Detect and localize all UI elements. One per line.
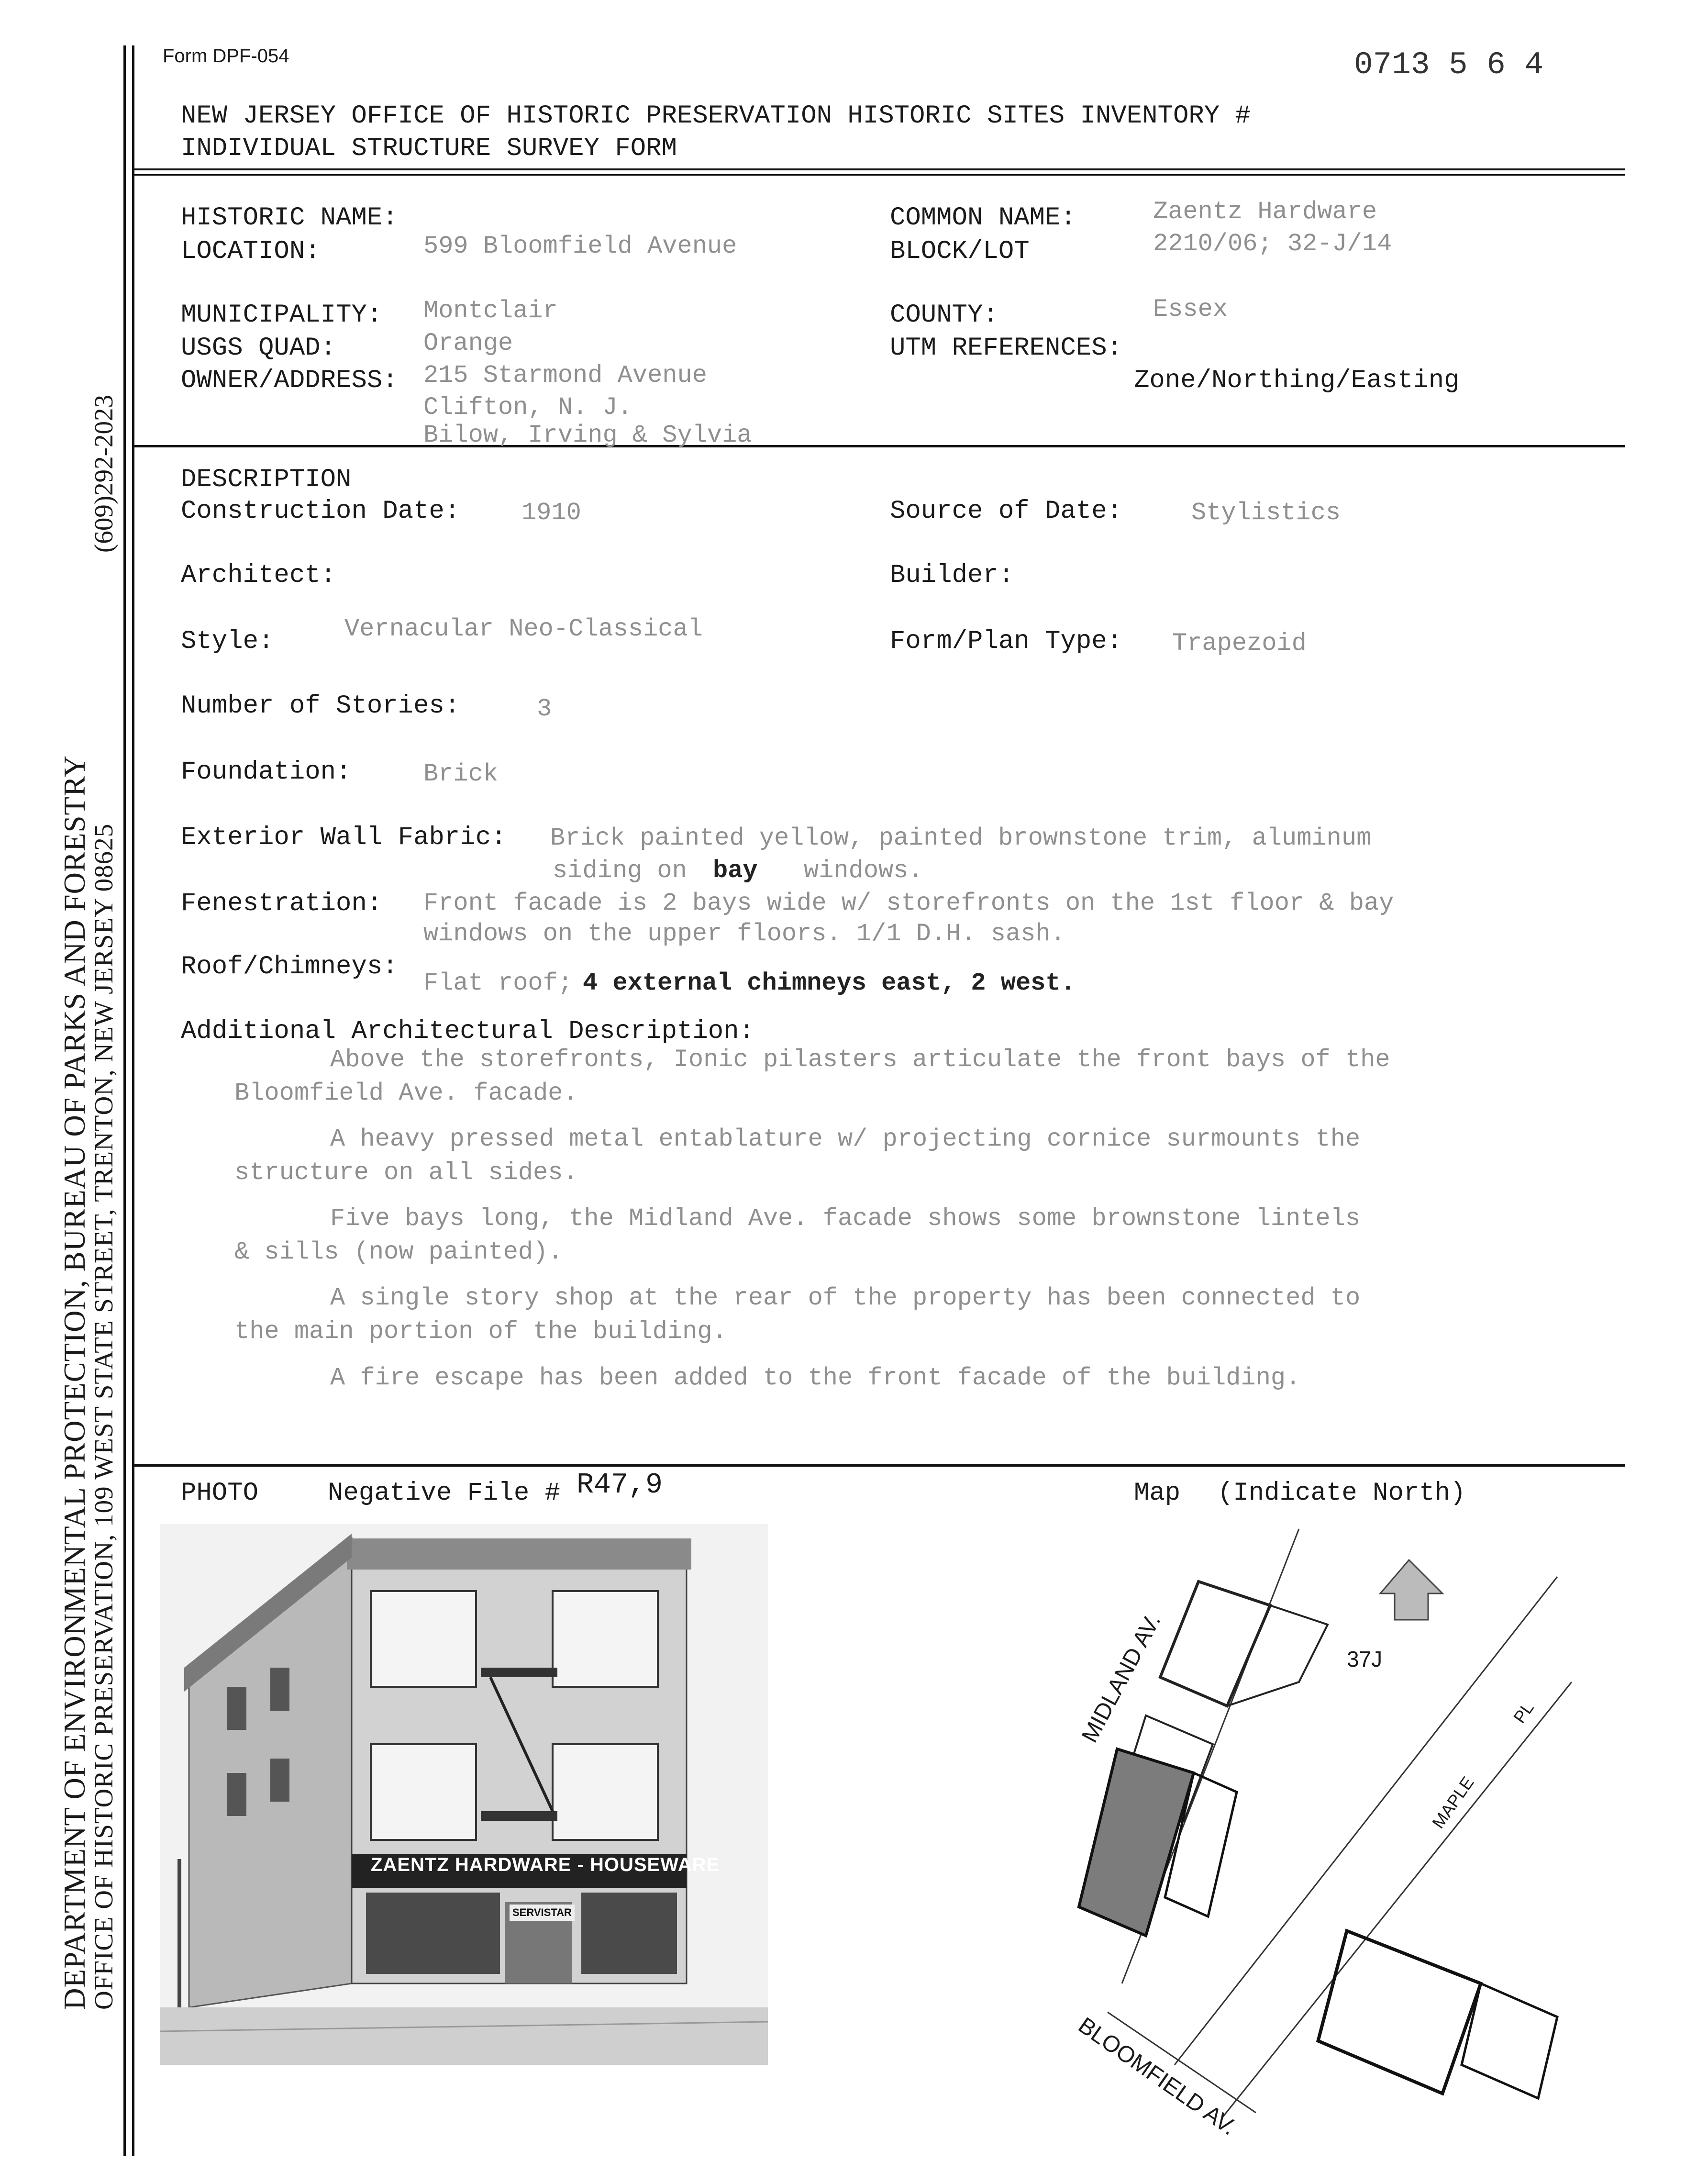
source-of-date-value: Stylistics <box>1191 499 1341 527</box>
negative-file-number: R47,9 <box>577 1469 663 1502</box>
negative-file-label: Negative File # <box>328 1479 561 1508</box>
roof-value-a: Flat roof; <box>423 969 573 997</box>
roof-chimneys-label: Roof/Chimneys: <box>181 952 398 981</box>
form-subtitle: INDIVIDUAL STRUCTURE SURVEY FORM <box>181 134 677 163</box>
county-label: COUNTY: <box>890 301 998 330</box>
site-map <box>1050 1524 1572 2140</box>
form-title: NEW JERSEY OFFICE OF HISTORIC PRESERVATION HISTORIC SITES INVENTORY # <box>181 101 1251 131</box>
map-street-maple: MAPLE <box>1428 1773 1478 1832</box>
usgs-quad-value: Orange <box>423 329 513 357</box>
foundation-value: Brick <box>423 760 499 788</box>
additional-para4-line1: A single story shop at the rear of the property has been connected to <box>330 1284 1361 1312</box>
style-value: Vernacular Neo-Classical <box>344 615 703 643</box>
servistar-sign: SERVISTAR <box>510 1905 575 1921</box>
store-sign-text: ZAENTZ HARDWARE - HOUSEWARE <box>371 1854 720 1875</box>
builder-label: Builder: <box>890 561 1014 590</box>
description-heading: DESCRIPTION <box>181 465 352 494</box>
common-name-value: Zaentz Hardware <box>1153 198 1377 226</box>
wall-fabric-line2c: windows. <box>804 857 923 885</box>
sidebar-office-address: OFFICE OF HISTORIC PRESERVATION, 109 WEST STATE STREET, TRENTON, NEW JERSEY 08625 <box>89 823 118 2010</box>
stories-label: Number of Stories: <box>181 691 460 721</box>
additional-para4-line2: the main portion of the building. <box>234 1317 727 1346</box>
additional-para5-line1: A fire escape has been added to the front facade of the building. <box>330 1364 1301 1392</box>
additional-para2-line2: structure on all sides. <box>234 1158 578 1187</box>
additional-description-label: Additional Architectural Description: <box>181 1017 754 1046</box>
roof-value-b: 4 external chimneys east, 2 west. <box>583 969 1076 997</box>
inventory-number: 0713 5 6 4 <box>1354 47 1544 83</box>
utm-label: UTM REFERENCES: <box>890 334 1123 363</box>
foundation-label: Foundation: <box>181 757 352 787</box>
description-divider <box>132 1464 1625 1467</box>
building-photo-illustration <box>160 1524 768 2065</box>
county-value: Essex <box>1153 295 1228 323</box>
left-border-line-inner <box>132 45 134 2156</box>
historic-name-label: HISTORIC NAME: <box>181 203 398 233</box>
construction-date-label: Construction Date: <box>181 497 460 526</box>
additional-para2-line1: A heavy pressed metal entablature w/ projecting cornice surmounts the <box>330 1125 1361 1153</box>
block-lot-value: 2210/06; 32-J/14 <box>1153 230 1392 258</box>
form-number: Form DPF-054 <box>163 45 289 67</box>
additional-para3-line2: & sills (now painted). <box>234 1238 563 1266</box>
block-lot-label: BLOCK/LOT <box>890 237 1030 266</box>
wall-fabric-label: Exterior Wall Fabric: <box>181 823 507 852</box>
building-photo <box>160 1524 768 2065</box>
map-north-note: (Indicate North) <box>1218 1479 1466 1508</box>
north-arrow-icon <box>1380 1560 1442 1620</box>
stories-value: 3 <box>537 695 552 723</box>
utm-subheading: Zone/Northing/Easting <box>1134 366 1460 395</box>
header-divider <box>132 168 1625 170</box>
location-value: 599 Bloomfield Avenue <box>423 232 737 260</box>
map-label: Map <box>1134 1479 1181 1508</box>
map-street-pl: PL <box>1509 1698 1538 1727</box>
construction-date-value: 1910 <box>521 499 581 527</box>
left-border-line-outer <box>123 45 126 2156</box>
fenestration-line1: Front facade is 2 bays wide w/ storefronts on the 1st floor & bay <box>423 889 1394 917</box>
architect-label: Architect: <box>181 561 336 590</box>
wall-fabric-line2a: siding on <box>553 857 687 885</box>
map-lot-label: 37J <box>1347 1647 1383 1671</box>
map-street-midland: MIDLAND AV. <box>1076 1610 1166 1747</box>
sidebar-department: DEPARTMENT OF ENVIRONMENTAL PROTECTION, BUREAU OF PARKS AND FORESTRY <box>58 755 91 2010</box>
owner-address-line1: 215 Starmond Avenue <box>423 361 707 390</box>
additional-para3-line1: Five bays long, the Midland Ave. facade shows some brownstone lintels <box>330 1204 1361 1233</box>
additional-para1-line1: Above the storefronts, Ionic pilasters articulate the front bays of the <box>330 1046 1390 1074</box>
additional-para1-line2: Bloomfield Ave. facade. <box>234 1079 578 1107</box>
photo-label: PHOTO <box>181 1479 259 1508</box>
owner-address-line3: Bilow, Irving & Sylvia <box>423 421 752 449</box>
style-label: Style: <box>181 627 274 656</box>
common-name-label: COMMON NAME: <box>890 203 1076 233</box>
municipality-label: MUNICIPALITY: <box>181 301 383 330</box>
wall-fabric-line2b: bay <box>713 857 758 885</box>
site-map-illustration <box>1050 1524 1572 2117</box>
owner-address-line2: Clifton, N. J. <box>423 393 632 422</box>
fenestration-line2: windows on the upper floors. 1/1 D.H. sash. <box>423 920 1065 948</box>
location-label: LOCATION: <box>181 237 321 266</box>
municipality-value: Montclair <box>423 297 558 325</box>
map-street-bloomfield: BLOOMFIELD AV. <box>1074 2012 1241 2140</box>
wall-fabric-line1: Brick painted yellow, painted brownstone trim, aluminum <box>550 824 1372 852</box>
header-divider-2 <box>132 174 1625 176</box>
form-plan-value: Trapezoid <box>1172 629 1307 657</box>
sidebar-phone: (609)292-2023 <box>89 395 118 553</box>
form-plan-label: Form/Plan Type: <box>890 627 1123 656</box>
usgs-quad-label: USGS QUAD: <box>181 334 336 363</box>
identification-divider <box>132 445 1625 447</box>
owner-address-label: OWNER/ADDRESS: <box>181 366 398 395</box>
fenestration-label: Fenestration: <box>181 889 383 918</box>
source-of-date-label: Source of Date: <box>890 497 1123 526</box>
